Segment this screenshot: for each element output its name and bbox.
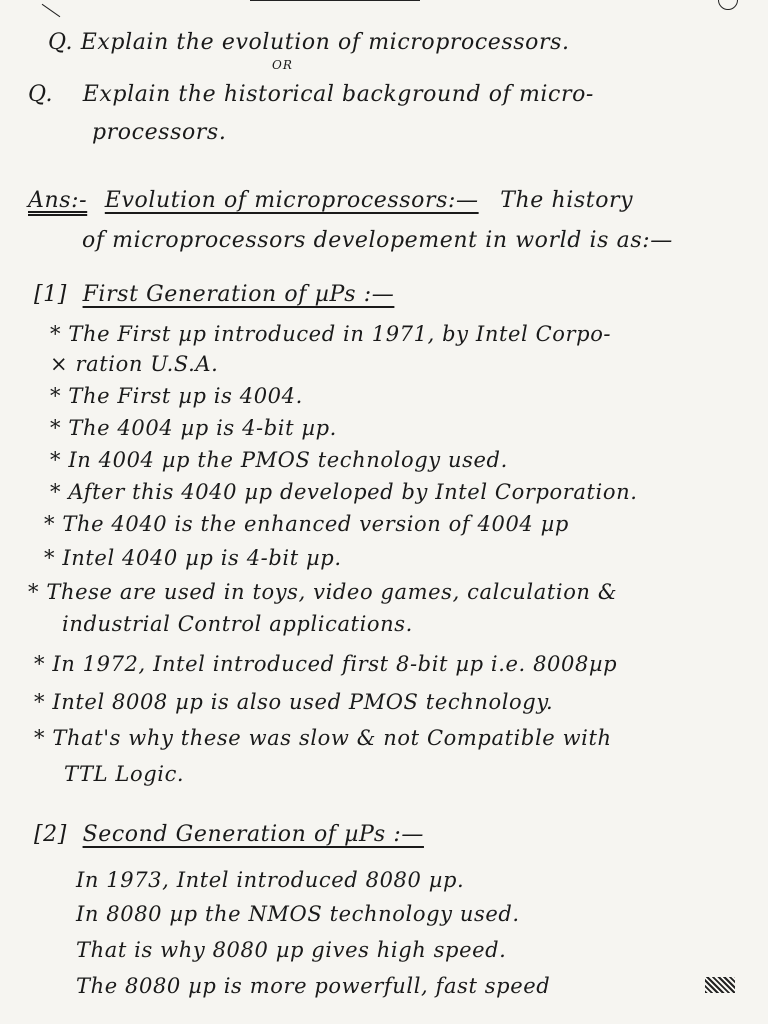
answer-intro-line-2: of microprocessors developement in world is as:— (82, 228, 673, 253)
first-gen-line: * Intel 4040 µp is 4-bit µp. (44, 546, 342, 570)
scribble-strikeout (705, 977, 735, 993)
second-gen-heading (34, 822, 424, 847)
first-gen-line: * In 4004 µp the PMOS technology used. (50, 448, 508, 472)
first-gen-line: * The 4040 is the enhanced version of 4004 µp (44, 512, 569, 536)
top-right-circle (718, 0, 738, 10)
second-gen-line: In 8080 µp the NMOS technology used. (76, 902, 520, 926)
answer-label: Ans:- (28, 188, 88, 213)
first-gen-line: industrial Control applications. (62, 612, 413, 636)
first-gen-line: * Intel 8008 µp is also used PMOS technology. (34, 690, 554, 714)
second-gen-title: Second Generation of µPs :— (82, 822, 424, 847)
first-gen-line: * In 1972, Intel introduced first 8-bit µp i.e. 8008µp (34, 652, 618, 676)
question-1-marker: Q. (48, 30, 74, 55)
question-2-line-1 (28, 82, 594, 107)
or-label: OR (272, 58, 293, 72)
first-gen-number: [1] (34, 282, 67, 307)
question-1-text: Explain the evolution of microprocessors. (80, 30, 570, 55)
answer-intro-tail: The history (500, 188, 634, 213)
second-gen-number: [2] (34, 822, 67, 847)
first-gen-line: * After this 4040 µp developed by Intel Corporation. (50, 480, 638, 504)
first-gen-line: * That's why these was slow & not Compatible with (34, 726, 612, 750)
answer-line-1 (28, 188, 633, 213)
question-2-line-2: processors. (92, 120, 227, 145)
answer-heading: Evolution of microprocessors:— (104, 188, 479, 213)
first-gen-line: * The First µp is 4004. (50, 384, 303, 408)
top-left-stroke (42, 4, 61, 17)
top-edge-line (250, 0, 420, 1)
first-gen-line: * The First µp introduced in 1971, by Intel Corpo- (50, 322, 612, 346)
second-gen-line: The 8080 µp is more powerfull, fast speed (76, 974, 551, 998)
first-gen-line: * These are used in toys, video games, calculation & (28, 580, 618, 604)
first-gen-heading (34, 282, 394, 307)
first-gen-line: × ration U.S.A. (50, 352, 219, 376)
question-2-text: Explain the historical background of micro- (82, 82, 594, 107)
first-gen-line: * The 4004 µp is 4-bit µp. (50, 416, 337, 440)
question-2-marker: Q. (28, 82, 54, 107)
first-gen-title: First Generation of µPs :— (82, 282, 395, 307)
second-gen-line: That is why 8080 µp gives high speed. (76, 938, 507, 962)
question-1 (48, 30, 570, 55)
second-gen-line: In 1973, Intel introduced 8080 µp. (76, 868, 465, 892)
first-gen-line: TTL Logic. (64, 762, 185, 786)
